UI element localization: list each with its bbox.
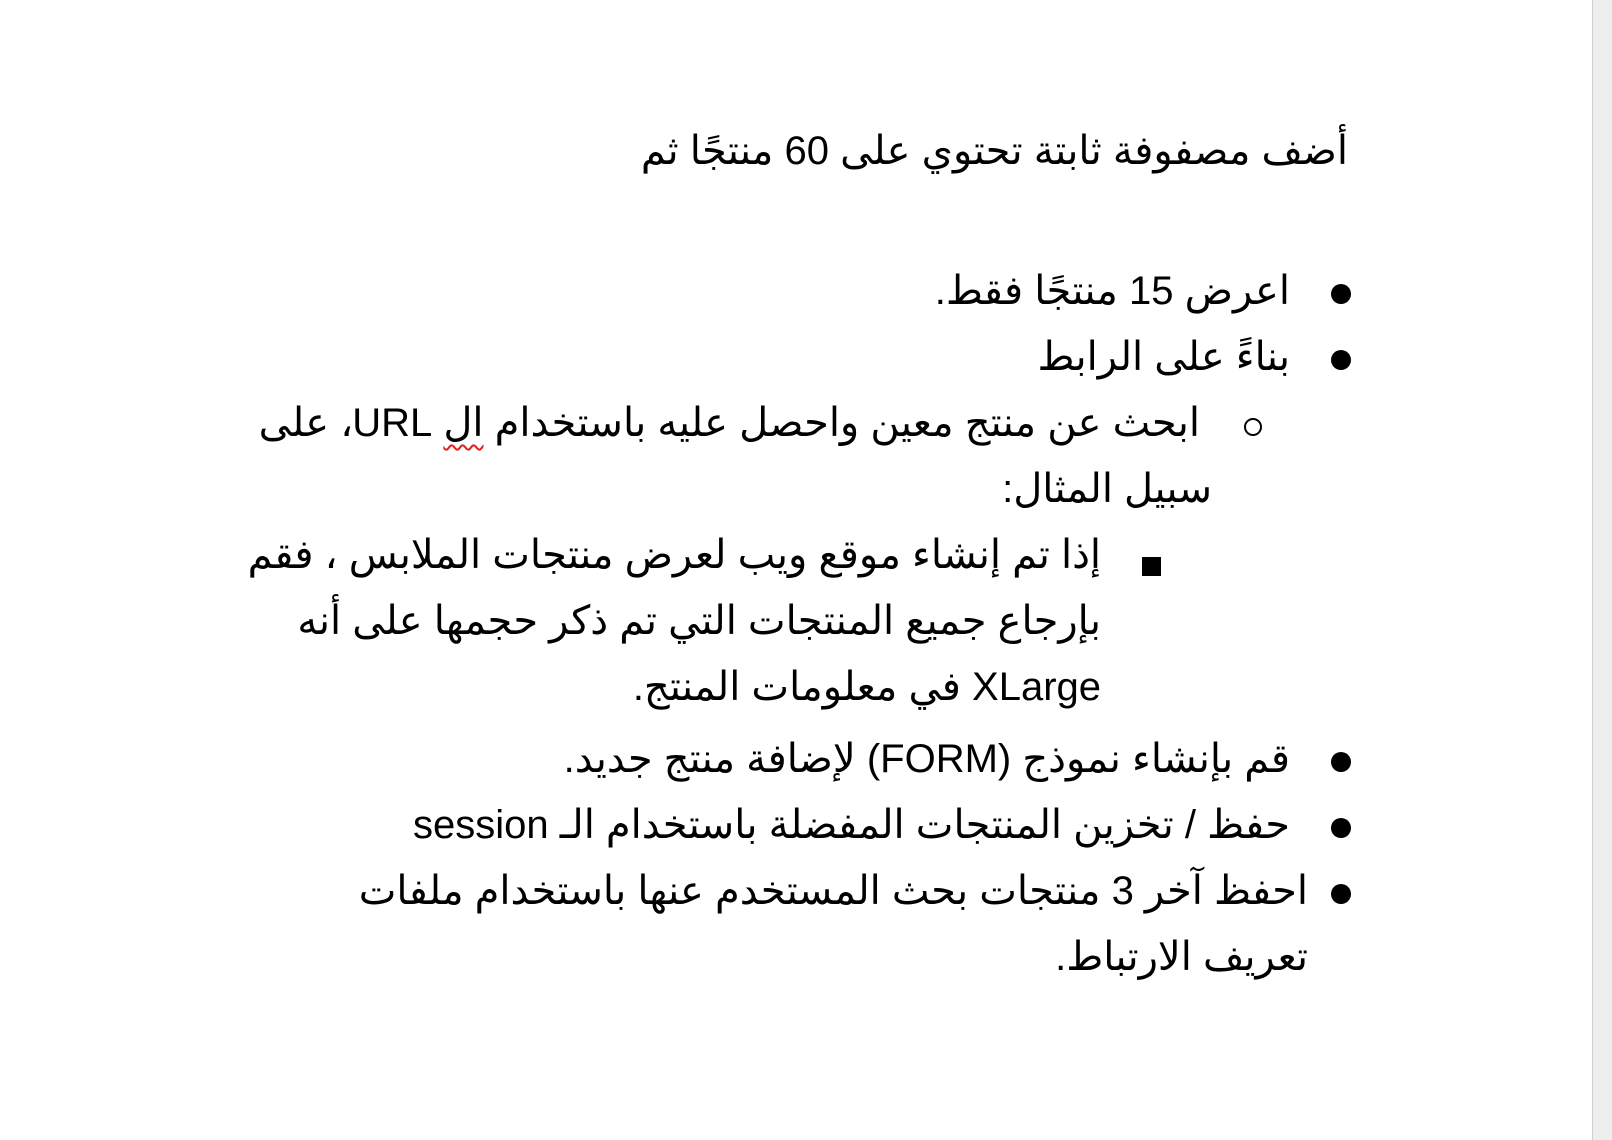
list-item: قم بإنشاء نموذج (FORM) لإضافة منتج جديد.: [563, 737, 1290, 781]
list-item: احفظ آخر 3 منتجات بحث المستخدم عنها باستخدام ملفات تعريف الارتباط.: [358, 869, 1308, 979]
sub-item-post: ، على سبيل المثال:: [258, 401, 1212, 511]
bullet-circle-icon: [1244, 418, 1262, 436]
sub-list-item-wrap: [228, 390, 1212, 522]
sub-item-pre: ابحث عن منتج معين واحصل عليه باستخدام: [494, 401, 1200, 445]
spell-error-word[interactable]: ال: [443, 401, 484, 445]
page-edge: [1592, 0, 1612, 1140]
intro-text: أضف مصفوفة ثابتة تحتوي على 60 منتجًا ثم: [640, 129, 1348, 173]
list-item: حفظ / تخزين المنتجات المفضلة باستخدام الـ session: [413, 803, 1290, 847]
bullet-disc-icon: [1331, 350, 1351, 370]
bullet-disc-icon: [1331, 284, 1351, 304]
bullet-disc-icon: [1331, 818, 1351, 838]
list-item: بناءً على الرابط: [1037, 335, 1290, 379]
bullet-disc-icon: [1331, 752, 1351, 772]
sub-sub-list-item-line1: إذا تم إنشاء موقع ويب لعرض منتجات الملابس ، فقم: [247, 533, 1101, 577]
list-item: اعرض 15 منتجًا فقط.: [934, 269, 1290, 313]
bullet-square-icon: [1142, 557, 1161, 576]
sub-sub-list-item-line2: بإرجاع جميع المنتجات التي تم ذكر حجمها على أنه: [297, 599, 1101, 643]
bullet-disc-icon: [1331, 884, 1351, 904]
url-term: URL: [352, 401, 433, 445]
sub-sub-list-item-line3: XLarge في معلومات المنتج.: [632, 665, 1101, 709]
